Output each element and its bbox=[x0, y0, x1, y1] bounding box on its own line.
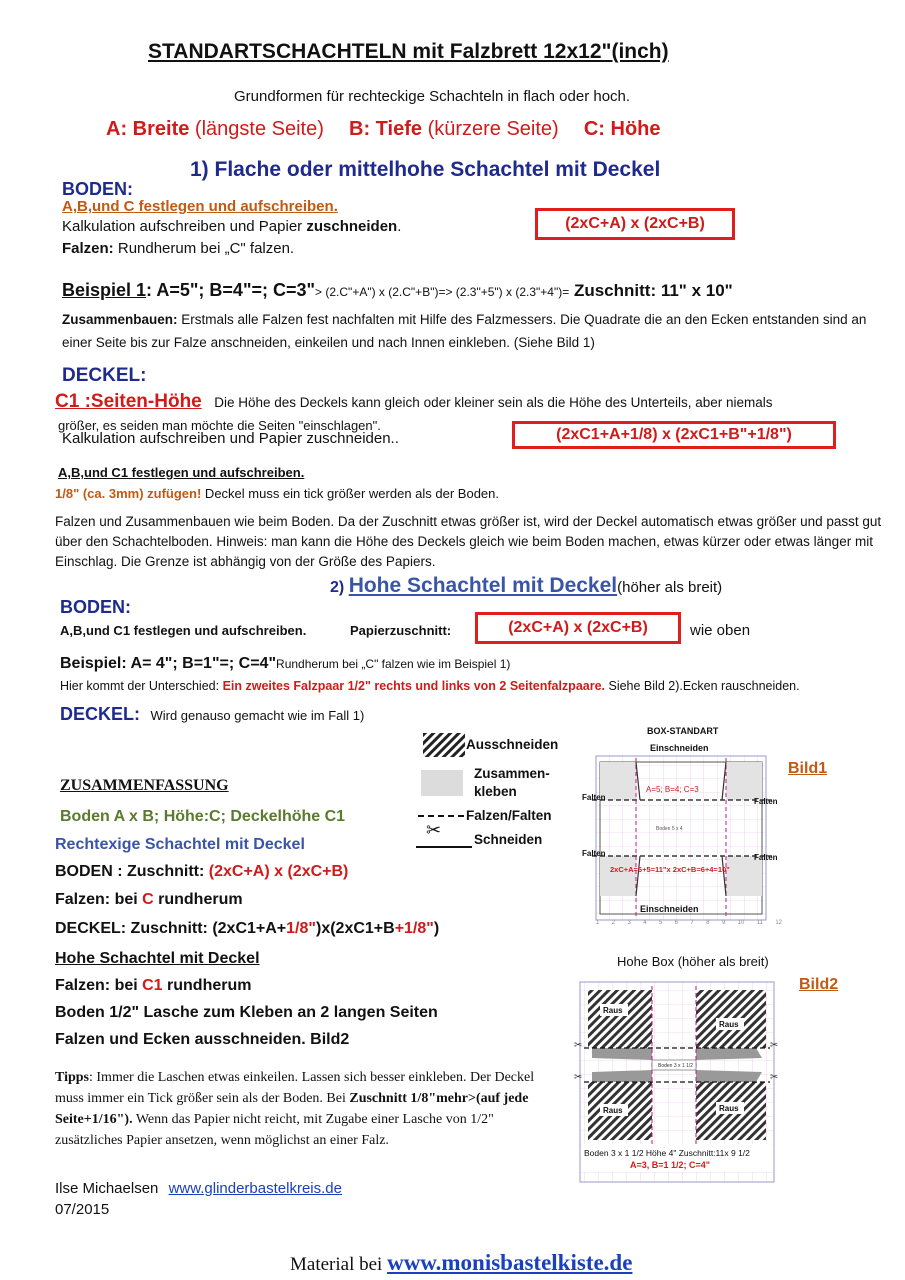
tips-paragraph bbox=[55, 1067, 545, 1151]
diff-b: Ein zweites Falzpaar 1/2" rechts und links von 2 Seitenfalzpaare. bbox=[222, 679, 606, 693]
bild1-falten-left-2: Falten bbox=[582, 849, 606, 858]
boden-line1: A,B,und C festlegen und aufschreiben. bbox=[62, 198, 338, 215]
author-site-link[interactable]: www.glinderbastelkreis.de bbox=[168, 1180, 342, 1197]
bild1-falten-left-1: Falten bbox=[582, 793, 606, 802]
dim-a-val: (längste Seite) bbox=[194, 118, 324, 140]
boden-line2-c: . bbox=[397, 218, 402, 235]
summary-line3-a: BODEN : Zuschnitt: bbox=[55, 863, 209, 880]
bild2-dims: A=3, B=1 1/2; C=4" bbox=[630, 1160, 711, 1170]
footer-line bbox=[290, 1250, 632, 1276]
page-subtitle: Grundformen für rechteckige Schachteln in flach oder hoch. bbox=[234, 88, 631, 105]
scissors-icon: ✂ bbox=[574, 1040, 583, 1051]
summary-line5-d: )x(2xC1+B bbox=[315, 920, 395, 937]
dims-line bbox=[106, 118, 661, 141]
summary-line3 bbox=[55, 863, 348, 881]
assembly-text: Erstmals alle Falzen fest nachfalten mit Hilfe des Falzmessers. Die Quadrate die an den Ecken entstanden sind an einer Seite bis zur Falze anschneiden, einkeilen und nach Innen einkleben. (Siehe Bild 1) bbox=[62, 312, 867, 350]
assembly-paragraph bbox=[62, 308, 874, 354]
deckel2-text: Wird genauso gemacht wie im Fall 1) bbox=[150, 708, 365, 723]
boden2-label: BODEN: bbox=[60, 597, 131, 617]
bild2-raus-4: Raus bbox=[719, 1104, 739, 1113]
ruler-tick: 5 bbox=[658, 920, 663, 926]
ruler-tick: 1 bbox=[596, 920, 600, 926]
bild2-label: Bild2 bbox=[799, 976, 839, 993]
bild2-caption: Boden 3 x 1 1/2 Höhe 4" Zuschnitt:11x 9 1/2 bbox=[584, 1148, 750, 1158]
author-name: Ilse Michaelsen bbox=[55, 1180, 159, 1197]
boden-line2-a: Kalkulation aufschreiben und Papier bbox=[62, 218, 307, 235]
summary-line5-b: (2xC1+A+ bbox=[212, 920, 287, 937]
bild2-title: Hohe Box (höher als breit) bbox=[617, 954, 769, 969]
example1-label: Beispiel 1 bbox=[62, 280, 147, 300]
author-date: 07/2015 bbox=[55, 1201, 110, 1218]
summary-line5-f: ) bbox=[433, 920, 440, 937]
example2-note: Rundherum bei „C" falzen wie im Beispiel 1) bbox=[276, 657, 511, 671]
ruler-tick: 10 bbox=[737, 920, 745, 926]
bild1-title: BOX-STANDART bbox=[647, 726, 719, 736]
scissors-icon: ✂ bbox=[770, 1072, 779, 1083]
c1-label: C1 :Seiten-Höhe bbox=[55, 391, 202, 412]
deckel-line2 bbox=[55, 486, 499, 501]
bild1-diagram bbox=[582, 738, 782, 934]
ruler-tick: 2 bbox=[611, 920, 616, 926]
boden2-formula: (2xC+A) x (2xC+B) bbox=[508, 619, 648, 636]
ruler-tick: 8 bbox=[706, 920, 710, 926]
papier-label: Papierzuschnitt: bbox=[350, 623, 452, 638]
legend-cut-line bbox=[416, 846, 472, 848]
scissors-icon: ✂ bbox=[574, 1072, 583, 1083]
tips-label: Tipps bbox=[55, 1070, 89, 1085]
boden-line3-b: Rundherum bei „C" falzen. bbox=[113, 240, 295, 257]
summary-line5-c: 1/8" bbox=[286, 920, 316, 937]
boden2-formula-box bbox=[475, 612, 681, 644]
assembly-label: Zusammenbauen: bbox=[62, 312, 178, 327]
bild1-dims: A=5; B=4; C=3 bbox=[646, 785, 699, 794]
boden-line3 bbox=[62, 240, 294, 257]
summary-line7 bbox=[55, 977, 251, 995]
legend-glue-swatch bbox=[421, 770, 463, 796]
page-title: STANDARTSCHACHTELN mit Falzbrett 12x12"(inch) bbox=[148, 40, 669, 63]
bild1-top-label: Einschneiden bbox=[650, 743, 709, 753]
legend-falzen: Falzen/Falten bbox=[466, 808, 552, 823]
section2-title: Hohe Schachtel mit Deckel bbox=[348, 574, 618, 597]
example2-text: Beispiel: A= 4"; B=1"=; C=4" bbox=[60, 655, 277, 672]
ruler-tick: 3 bbox=[627, 920, 631, 926]
section2-num: 2) bbox=[330, 579, 345, 596]
bild2-raus-2: Raus bbox=[719, 1020, 739, 1029]
summary-line6: Hohe Schachtel mit Deckel bbox=[55, 950, 260, 967]
boden-formula-box bbox=[535, 208, 735, 240]
boden-line2 bbox=[62, 218, 401, 235]
summary-line4-a: Falzen: bei bbox=[55, 891, 143, 908]
bild1-label: Bild1 bbox=[788, 760, 828, 777]
tips-text1: : Immer die Laschen etwas einkeilen. Lassen sich besser einkleben. Der Deckel muss immer ein Tick größer sein als der Boden. Bei bbox=[55, 1070, 535, 1106]
boden-line3-a: Falzen: bbox=[62, 240, 114, 257]
summary-heading: ZUSAMMENFASSUNG bbox=[60, 777, 229, 794]
bild1-calc: 2xC+A=6+5=11"x 2xC+B=6+4=10" bbox=[610, 865, 730, 874]
summary-line4-c: rundherum bbox=[153, 891, 243, 908]
boden-label: BODEN: bbox=[62, 179, 133, 199]
author-line bbox=[55, 1180, 342, 1197]
ruler-tick: 12 bbox=[775, 920, 782, 926]
example1-calc: > (2.C"+A") x (2.C"+B")=> (2.3"+5") x (2.3"+4")= bbox=[315, 285, 570, 299]
bild1-falten-right-1: Falten bbox=[754, 797, 778, 806]
dim-b-key: B: Tiefe bbox=[349, 118, 422, 140]
deckel-formula-box bbox=[512, 421, 836, 449]
footer-prefix: Material bei bbox=[290, 1254, 388, 1275]
dim-b-val: (kürzere Seite) bbox=[427, 118, 559, 140]
legend-schneiden: Schneiden bbox=[474, 832, 543, 847]
ruler-tick: 11 bbox=[756, 920, 763, 926]
legend-hatch-swatch bbox=[423, 733, 465, 757]
bild1-falten-right-2: Falten bbox=[754, 853, 778, 862]
deckel2-line bbox=[60, 704, 364, 725]
ruler-tick: 7 bbox=[690, 920, 694, 926]
deckel-label: DECKEL: bbox=[62, 365, 147, 386]
scissors-icon: ✂ bbox=[426, 820, 442, 840]
deckel-formula: (2xC1+A+1/8) x (2xC1+B"+1/8") bbox=[556, 426, 792, 443]
summary-line7-a: Falzen: bei bbox=[55, 977, 143, 994]
summary-line9: Falzen und Ecken ausschneiden. Bild2 bbox=[55, 1031, 350, 1048]
bild1-ruler bbox=[596, 920, 782, 926]
diff-c: Siehe Bild 2).Ecken rauschneiden. bbox=[605, 679, 800, 693]
summary-line7-b: C1 bbox=[142, 977, 163, 994]
footer-site-link[interactable]: www.monisbastelkiste.de bbox=[387, 1250, 633, 1275]
legend-ausschneiden: Ausschneiden bbox=[466, 737, 559, 752]
summary-line1: Boden A x B; Höhe:C; Deckelhöhe C1 bbox=[60, 808, 346, 825]
tips-bold: Zuschnitt 1/8"mehr>(auf jede Seite+1/16"). bbox=[55, 1091, 529, 1127]
c1-line bbox=[55, 391, 773, 413]
summary-line5-e: +1/8" bbox=[394, 920, 434, 937]
legend-zusammenkleben-2: kleben bbox=[474, 784, 517, 799]
diff-a: Hier kommt der Unterschied: bbox=[60, 679, 223, 693]
bild2-raus-3: Raus bbox=[603, 1106, 623, 1115]
section1-heading: 1) Flache oder mittelhohe Schachtel mit Deckel bbox=[190, 158, 661, 181]
ruler-tick: 6 bbox=[674, 920, 679, 926]
c1-text: Die Höhe des Deckels kann gleich oder kleiner sein als die Höhe des Unterteils, aber niemals bbox=[214, 395, 773, 410]
ruler-tick: 9 bbox=[721, 920, 726, 926]
c1-text2: größer, es seiden man möchte die Seiten "einschlagen". bbox=[58, 418, 381, 433]
bild2-diagram bbox=[570, 976, 784, 1188]
section2-heading bbox=[330, 574, 722, 598]
dim-a-key: A: Breite bbox=[106, 118, 190, 140]
deckel-paragraph: Falzen und Zusammenbauen wie beim Boden. Da der Zuschnitt etwas größer ist, wird der Deckel automatisch etwas größer und passt gut über den Schachtelboden. Hinweis: man kann die Höhe des Deckels gleich wie beim Boden machen, etwas kürzer oder etwas länger mit Einschlag. Die Grenze ist abhängig von der Größe des Papiers. bbox=[55, 514, 882, 569]
summary-line7-c: rundherum bbox=[162, 977, 252, 994]
summary-line2: Rechtexige Schachtel mit Deckel bbox=[55, 836, 305, 853]
bild1-bottom-label: Einschneiden bbox=[640, 904, 699, 914]
deckel2-label: DECKEL: bbox=[60, 704, 140, 724]
bild2-center: Boden 3 x 1 1/2 bbox=[658, 1063, 694, 1069]
boden-line2-b: zuschneiden bbox=[306, 218, 398, 235]
bild2-raus-1: Raus bbox=[603, 1006, 623, 1015]
scissors-icon: ✂ bbox=[770, 1040, 779, 1051]
dim-c-key: C: Höhe bbox=[583, 118, 661, 140]
diff-line bbox=[60, 679, 800, 693]
example1-result: Zuschnitt: 11" x 10" bbox=[569, 281, 733, 300]
ruler-tick: 4 bbox=[643, 920, 647, 926]
example1-line bbox=[62, 280, 733, 301]
summary-line5-a: DECKEL: Zuschnitt: bbox=[55, 920, 213, 937]
summary-line8: Boden 1/2" Lasche zum Kleben an 2 langen Seiten bbox=[55, 1004, 438, 1021]
bild1-center: Boden 5 x 4 bbox=[656, 826, 683, 832]
example1-vals: : A=5"; B=4"=; C=3" bbox=[146, 280, 316, 300]
summary-line3-b: (2xC+A) x (2xC+B) bbox=[208, 863, 349, 880]
summary-line5 bbox=[55, 920, 439, 938]
summary-line4-b: C bbox=[142, 891, 154, 908]
c1-text3: Kalkulation aufschreiben und Papier zuschneiden.. bbox=[62, 430, 399, 447]
boden-formula: (2xC+A) x (2xC+B) bbox=[565, 215, 705, 232]
legend-fold-line bbox=[418, 815, 464, 817]
summary-line4 bbox=[55, 891, 243, 909]
example2-line bbox=[60, 655, 510, 673]
deckel-line1: A,B,und C1 festlegen und aufschreiben. bbox=[58, 465, 305, 480]
wie-oben: wie oben bbox=[690, 622, 751, 639]
legend-zusammenkleben-1: Zusammen- bbox=[474, 766, 550, 781]
boden2-line1: A,B,und C1 festlegen und aufschreiben. bbox=[60, 623, 307, 638]
deckel-line2-a: 1/8" (ca. 3mm) zufügen! bbox=[55, 486, 202, 501]
tips-text2: Wenn das Papier nicht reicht, mit Zugabe einer Lasche von 1/2" zusätzliches Papier ansetzen, wenn möglichst an einer Falz. bbox=[55, 1112, 494, 1148]
section2-note: (höher als breit) bbox=[617, 579, 723, 596]
deckel-line2-b: Deckel muss ein tick größer werden als der Boden. bbox=[201, 486, 499, 501]
